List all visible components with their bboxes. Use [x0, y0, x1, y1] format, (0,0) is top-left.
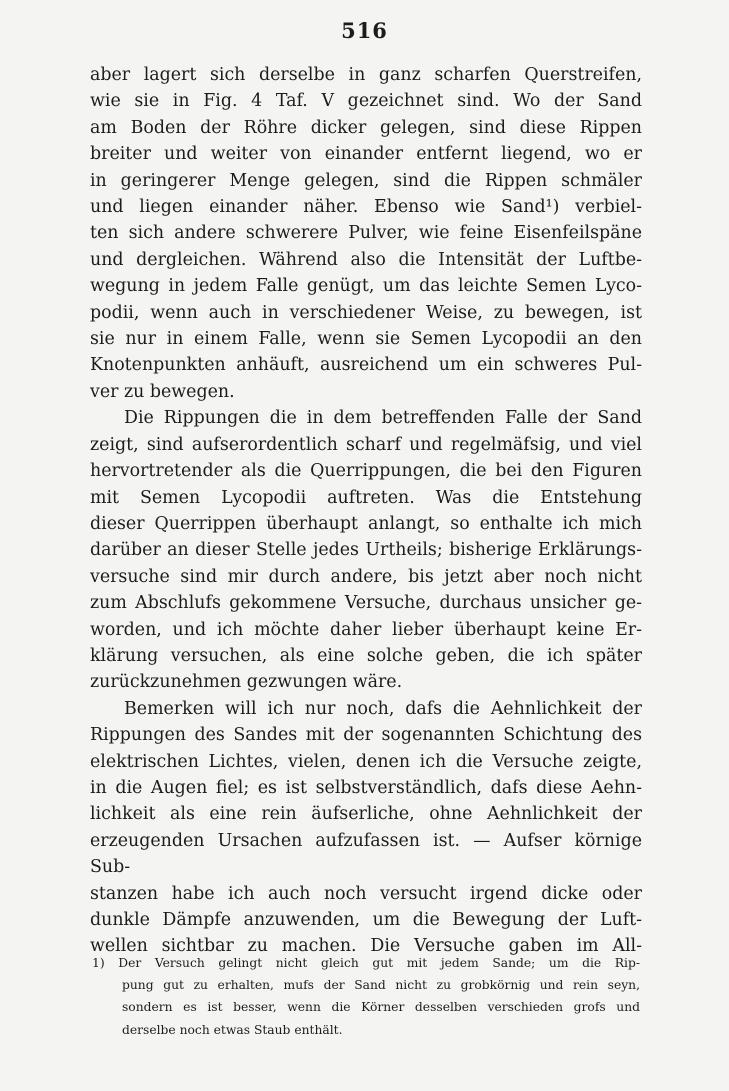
text-line: worden, und ich möchte daher lieber überhaupt keine Er-: [90, 619, 642, 640]
text-line: lichkeit als eine rein äufserliche, ohne Aehnlichkeit der: [90, 804, 642, 825]
text-line: zum Abschlufs gekommene Versuche, durchaus unsicher ge-: [90, 593, 642, 614]
text-line: klärung versuchen, als eine solche geben, die ich später: [90, 645, 642, 666]
text-line: zeigt, sind aufserordentlich scharf und regelmäfsig, und viel: [90, 434, 642, 455]
text-line: elektrischen Lichtes, vielen, denen ich die Versuche zeigte,: [90, 751, 642, 772]
text-line: hervortretender als die Querrippungen, die bei den Figuren: [90, 461, 642, 482]
paragraph-3: [90, 696, 642, 960]
text-line: wegung in jedem Falle genügt, um das leichte Semen Lyco-: [90, 276, 642, 297]
text-line: aber lagert sich derselbe in ganz scharfen Querstreifen,: [90, 65, 642, 85]
text-line: zurückzunehmen gezwungen wäre.: [90, 672, 403, 693]
text-line: ten sich andere schwerere Pulver, wie feine Eisenfeilspäne: [90, 223, 642, 244]
paragraph-1: [90, 62, 642, 405]
text-line: in geringerer Menge gelegen, sind die Rippen schmäler: [90, 170, 642, 191]
text-line: und dergleichen. Während also die Intensität der Luftbe-: [90, 249, 642, 270]
text-line: stanzen habe ich auch noch versucht irgend dicke oder: [90, 883, 642, 904]
text-line: mit Semen Lycopodii auftreten. Was die Entstehung: [90, 487, 642, 508]
text-line: Knotenpunkten anhäuft, ausreichend um ein schweres Pul-: [90, 355, 642, 376]
footnote: [92, 952, 640, 1041]
text-line: erzeugenden Ursachen aufzufassen ist. — Aufser körnige Sub-: [90, 830, 642, 878]
text-line: wellen sichtbar zu machen. Die Versuche gaben im All-: [90, 936, 642, 957]
text-line: Bemerken will ich nur noch, dafs die Aehnlichkeit der: [124, 698, 642, 719]
text-line: dieser Querrippen überhaupt anlangt, so enthalte ich mich: [90, 513, 642, 534]
text-line: darüber an dieser Stelle jedes Urtheils; bisherige Erklärungs-: [90, 540, 642, 561]
paragraph-2: [90, 405, 642, 695]
footnote-line: sondern es ist besser, wenn die Körner desselben verschieden grofs und: [122, 1000, 640, 1015]
text-line: podii, wenn auch in verschiedener Weise, zu bewegen, ist: [90, 302, 642, 323]
text-line: am Boden der Röhre dicker gelegen, sind diese Rippen: [90, 117, 642, 138]
text-line: und liegen einander näher. Ebenso wie Sand¹) verbiel-: [90, 197, 642, 218]
text-line: dunkle Dämpfe anzuwenden, um die Bewegung der Luft-: [90, 910, 642, 930]
footnote-line: pung gut zu erhalten, mufs der Sand nicht zu grobkörnig und rein seyn,: [122, 978, 640, 993]
text-line: ver zu bewegen.: [90, 381, 235, 402]
body-text: [90, 62, 642, 960]
footnote-line: derselbe noch etwas Staub enthält.: [122, 1022, 343, 1037]
footnote-line: 1) Der Versuch gelingt nicht gleich gut mit jedem Sande; um die Rip-: [92, 956, 640, 970]
text-line: Rippungen des Sandes mit der sogenannten Schichtung des: [90, 725, 642, 746]
page-number: 516: [341, 18, 388, 43]
text-line: wie sie in Fig. 4 Taf. V gezeichnet sind. Wo der Sand: [90, 91, 642, 112]
text-line: Die Rippungen die in dem betreffenden Falle der Sand: [124, 408, 642, 429]
text-line: sie nur in einem Falle, wenn sie Semen Lycopodii an den: [90, 329, 642, 350]
text-line: versuche sind mir durch andere, bis jetzt aber noch nicht: [90, 566, 642, 587]
text-line: in die Augen fiel; es ist selbstverständlich, dafs diese Aehn-: [90, 777, 642, 798]
text-line: breiter und weiter von einander entfernt liegend, wo er: [90, 144, 642, 165]
